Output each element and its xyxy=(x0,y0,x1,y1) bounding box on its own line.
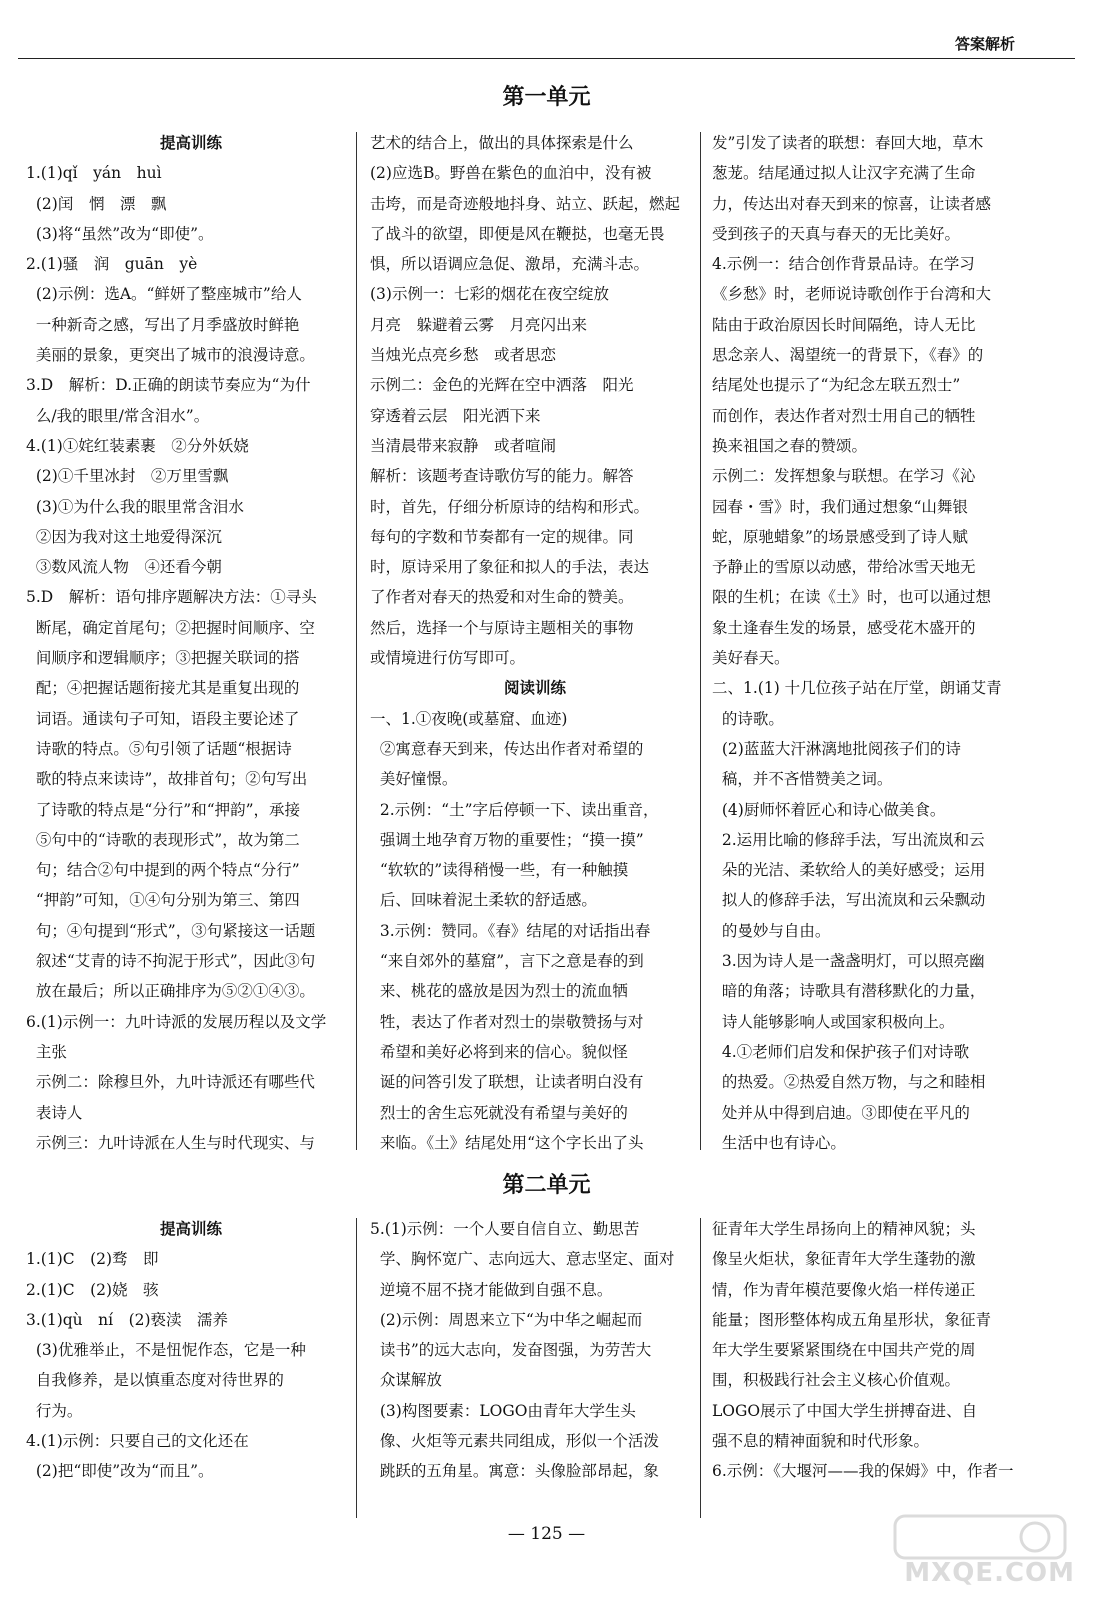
header-label: 答案解析 xyxy=(954,35,1015,53)
answer-line: 换来祖国之春的赞颂。 xyxy=(712,436,868,455)
answer-line: 思念亲人、渴望统一的背景下，《春》的 xyxy=(712,346,984,365)
column-divider xyxy=(700,1218,701,1518)
answer-line: (3)将“虽然”改为“即使”。 xyxy=(26,224,214,243)
answer-line: 蛇，原驰蜡象”的场景感受到了诗人赋 xyxy=(712,527,968,546)
answer-line: 歌的特点来读诗”，故排首句；②句写出 xyxy=(26,770,308,789)
answer-line: 了战斗的欲望，即便是风在鞭挞，也毫无畏 xyxy=(370,224,665,243)
answer-line: 4.(1)示例：只要自己的文化还在 xyxy=(26,1432,249,1451)
answer-line: 葱茏。结尾通过拟人让汉字充满了生命 xyxy=(712,164,976,183)
answer-line: 逆境不屈不挠才能做到自强不息。 xyxy=(370,1280,613,1299)
unit-2-column-2 xyxy=(370,1214,700,1487)
answer-line: 示例二：金色的光辉在空中洒落 阳光 xyxy=(370,376,634,395)
answer-line: 的热爱。②热爱自然万物，与之和睦相 xyxy=(712,1073,986,1092)
answer-line: 4.(1)①姹红装素裹 ②分外妖娆 xyxy=(26,436,249,455)
unit-2-title: 第二单元 xyxy=(502,1173,591,1198)
answer-line: 力，传达出对春天到来的惊喜，让读者感 xyxy=(712,194,992,213)
answer-line: 诗歌的特点。⑤句引领了话题“根据诗 xyxy=(26,739,292,758)
answer-line: 限的生机；在读《土》时，也可以通过想 xyxy=(712,588,992,607)
answer-line: 希望和美好必将到来的信心。貌似怪 xyxy=(370,1042,628,1061)
answer-line: 放在最后；所以正确排序为⑤②①④③。 xyxy=(26,982,315,1001)
answer-line: 一种新奇之感，写出了月季盛放时鲜艳 xyxy=(26,315,300,334)
answer-line: (2)示例：周恩来立下“为中华之崛起而 xyxy=(370,1310,643,1329)
answer-line: 词语。通读句子可知，语段主要论述了 xyxy=(26,709,300,728)
answer-line: 发”引发了读者的联想：春回大地，草木 xyxy=(712,134,984,152)
answer-line: 稿，并不吝惜赞美之词。 xyxy=(712,770,893,789)
answer-line: 2.(1)骚 润 guān yè xyxy=(26,255,198,274)
answer-line: 2.(1)C (2)娆 骇 xyxy=(26,1280,159,1299)
section-heading: 提高训练 xyxy=(159,1220,222,1238)
answer-line: (2)蓝蓝大汗淋漓地批阅孩子们的诗 xyxy=(712,739,961,758)
answer-line: 围，积极践行社会主义核心价值观。 xyxy=(712,1371,961,1390)
answer-line: 表诗人 xyxy=(26,1103,83,1122)
answer-line: 4.示例一：结合创作背景品诗。在学习 xyxy=(712,255,975,274)
answer-line: (3)示例一：七彩的烟花在夜空绽放 xyxy=(370,285,609,304)
answer-line: 然后，选择一个与原诗主题相关的事物 xyxy=(370,618,634,637)
answer-line: LOGO展示了中国大学生拼搏奋进、自 xyxy=(712,1401,978,1420)
answer-line: 3.因为诗人是一盏盏明灯，可以照亮幽 xyxy=(712,952,985,971)
answer-line: 朵的光洁、柔软给人的美好感受；运用 xyxy=(712,861,986,880)
answer-line: 美好春天。 xyxy=(712,649,790,668)
answer-line: 强不息的精神面貌和时代形象。 xyxy=(712,1432,930,1451)
answer-line: 月亮 躲避着云雾 月亮闪出来 xyxy=(370,315,588,334)
answer-line: 3.示例：赞同。《春》结尾的对话指出春 xyxy=(370,921,651,940)
answer-line: 时，原诗采用了象征和拟人的手法，表达 xyxy=(370,558,650,577)
answer-line: 征青年大学生昂扬向上的精神风貌；头 xyxy=(712,1220,976,1238)
answer-line: (2)闰 惘 漂 飘 xyxy=(26,194,167,213)
answer-line: 陆由于政治原因长时间隔绝，诗人无比 xyxy=(712,315,976,334)
answer-line: 年大学生要紧紧围绕在中国共产党的周 xyxy=(712,1341,976,1360)
answer-line: 1.(1)C (2)骛 即 xyxy=(26,1250,159,1269)
answer-line: 示例二：除穆旦外，九叶诗派还有哪些代 xyxy=(26,1073,315,1092)
answer-line: 示例二：发挥想象与联想。在学习《沁 xyxy=(712,467,976,486)
answer-line: (3)优雅举止，不是忸怩作态，它是一种 xyxy=(26,1341,306,1360)
answer-line: “软软的”读得稍慢一些，有一种触摸 xyxy=(370,861,629,880)
answer-line: 美好憧憬。 xyxy=(370,770,458,789)
answer-line: 能量；图形整体构成五角星形状，象征青 xyxy=(712,1310,992,1329)
answer-line: 惧，所以语调应急促、激昂，充满斗志。 xyxy=(370,255,650,274)
answer-line: 后、回味着泥土柔软的舒适感。 xyxy=(370,891,597,910)
answer-line: 行为。 xyxy=(26,1401,83,1420)
answer-line: 自我修养，是以慎重态度对待世界的 xyxy=(26,1371,284,1390)
answer-line: 烈士的舍生忘死就没有希望与美好的 xyxy=(370,1103,628,1122)
unit-1-title: 第一单元 xyxy=(502,85,591,110)
answer-line: (2)应选B。野兽在紫色的血泊中，没有被 xyxy=(370,164,652,183)
answer-line: ⑤句中的“诗歌的表现形式”，故为第二 xyxy=(26,830,300,849)
answer-line: 暗的角落；诗歌具有潜移默化的力量， xyxy=(712,982,986,1001)
answer-line: 美丽的景象，更突出了城市的浪漫诗意。 xyxy=(26,346,315,365)
answer-line: 叙述“艾青的诗不拘泥于形式”，因此③句 xyxy=(26,952,316,971)
unit-1-column-1 xyxy=(26,128,356,1158)
column-divider xyxy=(356,1218,357,1518)
column-divider xyxy=(700,132,701,1150)
unit-1-column-2 xyxy=(370,128,700,1158)
answer-line: 4.①老师们启发和保护孩子们对诗歌 xyxy=(712,1042,970,1061)
answer-line: 5.(1)示例：一个人要自信自立、勤思苦 xyxy=(370,1220,640,1238)
watermark-logo xyxy=(885,1508,1075,1588)
answer-line: 了诗歌的特点是“分行”和“押韵”，承接 xyxy=(26,800,301,819)
answer-line: 予静止的雪原以动感，带给冰雪天地无 xyxy=(712,558,976,577)
answer-line: 时，首先，仔细分析原诗的结构和形式。 xyxy=(370,497,650,516)
answer-line: ③数风流人物 ④还看今朝 xyxy=(26,558,222,577)
answer-line: 诗人能够影响人或国家积极向上。 xyxy=(712,1012,955,1031)
answer-line: 二、1.(1) 十几位孩子站在厅堂，朗诵艾青 xyxy=(712,679,1002,698)
answer-line: 众谋解放 xyxy=(370,1371,442,1390)
section-heading: 阅读训练 xyxy=(503,679,566,698)
answer-line: 3.(1)qù ní (2)亵渎 濡养 xyxy=(26,1310,229,1329)
answer-line: ②因为我对这土地爱得深沉 xyxy=(26,527,222,546)
answer-line: 拟人的修辞手法，写出流岚和云朵飘动 xyxy=(712,891,986,910)
answer-line: 而创作，表达作者对烈士用自己的牺牲 xyxy=(712,406,976,425)
answer-line: 当清晨带来寂静 或者喧闹 xyxy=(370,436,557,455)
unit-1-column-3 xyxy=(712,128,1057,1158)
answer-line: 来、桃花的盛放是因为烈士的流血牺 xyxy=(370,982,628,1001)
answer-line: 解析：该题考查诗歌仿写的能力。解答 xyxy=(370,467,634,486)
answer-line: 句；结合②句中提到的两个特点“分行” xyxy=(26,861,300,880)
answer-line: 像呈火炬状，象征青年大学生蓬勃的激 xyxy=(712,1250,976,1269)
answer-line: 当烛光点亮乡愁 或者思恋 xyxy=(370,346,557,365)
answer-line: 读书”的远大志向，发奋图强，为劳苦大 xyxy=(370,1341,652,1360)
header-rule xyxy=(18,58,1075,59)
answer-line: 像、火炬等元素共同组成，形似一个活泼 xyxy=(370,1432,659,1451)
answer-line: 生活中也有诗心。 xyxy=(712,1133,846,1152)
answer-line: 受到孩子的天真与春天的无比美好。 xyxy=(712,224,961,243)
answer-line: (3)①为什么我的眼里常含泪水 xyxy=(26,497,244,516)
answer-line: 了作者对春天的热爱和对生命的赞美。 xyxy=(370,588,634,607)
answer-line: 3.D 解析：D.正确的朗读节奏应为“为什 xyxy=(26,376,311,395)
answer-line: 园春・雪》时，我们通过想象“山舞银 xyxy=(712,497,968,516)
answer-line: 击垮，而是奇迹般地抖身、站立、跃起，燃起 xyxy=(370,194,681,213)
answer-line: 艺术的结合上，做出的具体探索是什么 xyxy=(370,134,634,152)
column-divider xyxy=(356,132,357,1150)
answer-line: 处并从中得到启迪。③即使在平凡的 xyxy=(712,1103,970,1122)
answer-line: (4)厨师怀着匠心和诗心做美食。 xyxy=(712,800,946,819)
unit-2-column-3 xyxy=(712,1214,1057,1487)
answer-line: “押韵”可知，①④句分别为第三、第四 xyxy=(26,891,300,910)
answer-line: 的曼妙与自由。 xyxy=(712,921,831,940)
answer-line: 1.(1)qǐ yán huì xyxy=(26,164,162,183)
answer-line: 《乡愁》时，老师说诗歌创作于台湾和大 xyxy=(712,285,992,304)
answer-line: ②寓意春天到来，传达出作者对希望的 xyxy=(370,739,644,758)
answer-line: 每句的字数和节奏都有一定的规律。同 xyxy=(370,527,634,546)
answer-line: 配；④把握话题衔接尤其是重复出现的 xyxy=(26,679,300,698)
answer-line: 6.示例：《大堰河——我的保姆》中，作者一 xyxy=(712,1462,1014,1481)
answer-line: (2)示例：选A。“鲜妍了整座城市”给人 xyxy=(26,285,302,304)
answer-line: 5.D 解析：语句排序题解决方法：①寻头 xyxy=(26,588,317,607)
answer-line: 或情境进行仿写即可。 xyxy=(370,649,526,668)
answer-line: 句；④句提到“形式”，③句紧接这一话题 xyxy=(26,921,316,940)
answer-line: 的诗歌。 xyxy=(712,709,784,728)
answer-line: 情，作为青年模范要像火焰一样传递正 xyxy=(712,1280,976,1299)
answer-line: 一、1.①夜晚(或墓窟、血迹) xyxy=(370,709,568,728)
answer-line: “来自郊外的墓窟”，言下之意是春的到 xyxy=(370,952,644,971)
answer-line: 诞的问答引发了联想，让读者明白没有 xyxy=(370,1073,644,1092)
answer-line: 穿透着云层 阳光洒下来 xyxy=(370,406,541,425)
watermark-icon xyxy=(885,1508,1075,1563)
answer-line: (2)①千里冰封 ②万里雪飘 xyxy=(26,467,229,486)
answer-line: 学、胸怀宽广、志向远大、意志坚定、面对 xyxy=(370,1250,675,1269)
page-number: — 125 — xyxy=(507,1524,586,1544)
unit-2-column-1 xyxy=(26,1214,356,1487)
answer-line: 跳跃的五角星。寓意：头像脸部昂起，象 xyxy=(370,1462,659,1481)
answer-line: 6.(1)示例一：九叶诗派的发展历程以及文学 xyxy=(26,1012,327,1031)
answer-line: (2)把“即使”改为“而且”。 xyxy=(26,1462,214,1481)
section-heading: 提高训练 xyxy=(159,134,222,152)
answer-line: (3)构图要素：LOGO由青年大学生头 xyxy=(370,1401,636,1420)
answer-line: 象土逢春生发的场景，感受花木盛开的 xyxy=(712,618,976,637)
answer-line: 2.示例：“土”字后停顿一下、读出重音， xyxy=(370,800,659,819)
watermark-text: MXQE.COM xyxy=(904,1558,1075,1588)
answer-line: 示例三：九叶诗派在人生与时代现实、与 xyxy=(26,1133,315,1152)
answer-line: 么/我的眼里/常含泪水”。 xyxy=(26,406,210,425)
answer-line: 主张 xyxy=(26,1042,67,1061)
answer-line: 2.运用比喻的修辞手法，写出流岚和云 xyxy=(712,830,985,849)
answer-line: 结尾处也提示了“为纪念左联五烈士” xyxy=(712,376,961,395)
answer-line: 间顺序和逻辑顺序；③把握关联词的搭 xyxy=(26,649,300,668)
answer-line: 牲，表达了作者对烈士的崇敬赞扬与对 xyxy=(370,1012,644,1031)
answer-line: 强调土地孕育万物的重要性；“摸一摸” xyxy=(370,830,644,849)
answer-line: 来临。《土》结尾处用“这个字长出了头 xyxy=(370,1133,644,1152)
answer-line: 断尾，确定首尾句；②把握时间顺序、空 xyxy=(26,618,315,637)
